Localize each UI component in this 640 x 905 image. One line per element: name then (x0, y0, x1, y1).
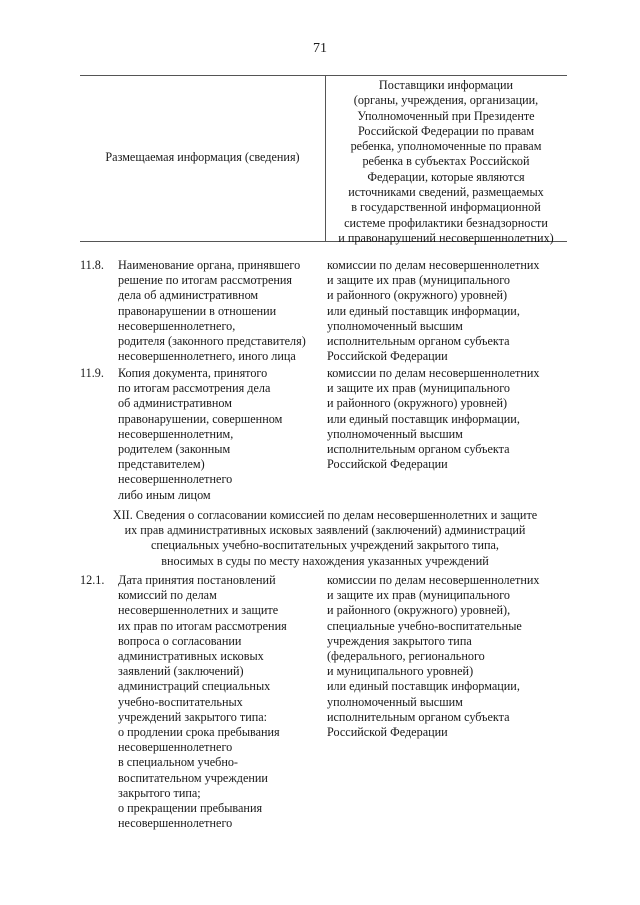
header-providers-line: (органы, учреждения, организации, (353, 93, 539, 108)
row-providers (327, 366, 567, 472)
row-info-line: о прекращении пребывания (118, 801, 263, 816)
row-provider-line: уполномоченный высшим (327, 318, 463, 333)
row-info-line: по итогам рассмотрения дела (118, 381, 271, 396)
header-providers-line: Уполномоченный при Президенте (357, 108, 535, 123)
row-info-line: дела об административном (118, 288, 259, 303)
row-provider-line: Российской Федерации (327, 349, 448, 364)
row-provider-line: Российской Федерации (327, 457, 448, 472)
row-provider-line: комиссии по делам несовершеннолетних (327, 258, 540, 272)
header-column-divider (325, 75, 326, 241)
row-providers (327, 573, 567, 740)
row-number: 12.1. (80, 573, 105, 587)
header-providers-line: Российской Федерации по правам (357, 123, 535, 138)
row-info-line: несовершеннолетнего (118, 740, 233, 755)
row-provider-line: или единый поставщик информации, (327, 411, 520, 426)
row-info-line: несовершеннолетнего (118, 816, 233, 831)
row-info (118, 366, 323, 503)
row-info-line: в специальном учебно- (118, 755, 238, 770)
row-provider-line: и районного (окружного) уровней), (327, 603, 511, 618)
row-provider-line: уполномоченный высшим (327, 694, 463, 709)
row-provider-line: комиссии по делам несовершеннолетних (327, 366, 540, 380)
section-heading-line: их прав административных исковых заявлений (заключений) администраций (124, 523, 526, 538)
row-number: 11.8. (80, 258, 104, 272)
row-info-line: администраций специальных (118, 679, 271, 694)
row-info-line: несовершеннолетних и защите (118, 603, 279, 618)
header-providers-line: системе профилактики безнадзорности (344, 215, 548, 230)
row-info-line: правонарушении в отношении (118, 303, 277, 318)
row-provider-line: и защите их прав (муниципального (327, 381, 511, 396)
row-info-line: закрытого типа; (118, 785, 201, 800)
header-providers-line: в государственной информационной (351, 200, 541, 215)
row-info-line: о продлении срока пребывания (118, 725, 280, 740)
row-info-line: решение по итогам рассмотрения (118, 273, 293, 288)
row-info-line: заявлений (заключений) (118, 664, 244, 679)
header-providers-line: источниками сведений, размещаемых (348, 185, 544, 200)
section-heading-line: специальных учебно-воспитательных учреждений закрытого типа, (151, 538, 499, 553)
row-info-line: их прав по итогам рассмотрения (118, 618, 287, 633)
row-info-line: административных исковых (118, 649, 264, 664)
row-provider-line: или единый поставщик информации, (327, 303, 520, 318)
row-info-line: несовершеннолетнего (118, 472, 233, 487)
row-provider-line: учреждения закрытого типа (327, 633, 472, 648)
row-info-line: комиссий по делам (118, 588, 217, 603)
row-provider-line: исполнительным органом субъекта (327, 709, 510, 724)
row-provider-line: комиссии по делам несовершеннолетних (327, 573, 540, 587)
row-provider-line: и муниципального уровней) (327, 664, 474, 679)
row-provider-line: и районного (окружного) уровней) (327, 396, 508, 411)
header-providers-column (330, 78, 562, 246)
row-info-line: родителя (законного представителя) (118, 334, 306, 349)
section-heading-line: XII. Сведения о согласовании комиссией по делам несовершеннолетних и защите (112, 508, 538, 522)
row-number: 11.9. (80, 366, 104, 380)
row-provider-line: исполнительным органом субъекта (327, 334, 510, 349)
header-providers-line: ребенка, уполномоченные по правам (350, 139, 542, 154)
row-provider-line: специальные учебно-воспитательные (327, 618, 522, 633)
row-info-line: родителем (законным (118, 442, 231, 457)
header-providers-line: Федерации, которые являются (367, 169, 525, 184)
row-provider-line: и защите их прав (муниципального (327, 273, 511, 288)
row-info-line: воспитательном учреждении (118, 770, 268, 785)
row-info-line: либо иным лицом (118, 487, 211, 502)
row-info-line: Копия документа, принятого (118, 366, 268, 380)
row-info-line: правонарушении, совершенном (118, 411, 283, 426)
row-info-line: учреждений закрытого типа: (118, 709, 268, 724)
row-info-line: Наименование органа, принявшего (118, 258, 301, 272)
header-providers-line: и правонарушений несовершеннолетних) (338, 230, 554, 245)
row-info-line: учебно-воспитательных (118, 694, 243, 709)
header-providers-line: Поставщики информации (378, 78, 514, 92)
header-providers-line: ребенка в субъектах Российской (362, 154, 530, 169)
row-info-line: несовершеннолетним, (118, 426, 234, 441)
row-provider-line: и защите их прав (муниципального (327, 588, 511, 603)
row-info-line: представителем) (118, 457, 205, 472)
row-provider-line: Российской Федерации (327, 725, 448, 740)
section-heading-line: вносимых в суды по месту нахождения указанных учреждений (161, 553, 489, 568)
row-info (118, 258, 323, 364)
row-info-line: несовершеннолетнего, иного лица (118, 349, 296, 364)
row-info-line: несовершеннолетнего, (118, 318, 236, 333)
row-info-line: Дата принятия постановлений (118, 573, 276, 587)
row-providers (327, 258, 567, 364)
row-provider-line: (федерального, регионального (327, 649, 485, 664)
row-info-line: вопроса о согласовании (118, 633, 242, 648)
header-info-column: Размещаемая информация (сведения) (105, 150, 300, 164)
row-provider-line: исполнительным органом субъекта (327, 442, 510, 457)
row-provider-line: или единый поставщик информации, (327, 679, 520, 694)
table-top-border (80, 75, 567, 76)
row-provider-line: и районного (окружного) уровней) (327, 288, 508, 303)
row-info (118, 573, 323, 831)
row-provider-line: уполномоченный высшим (327, 426, 463, 441)
row-info-line: об административном (118, 396, 233, 411)
section-xii-heading (90, 508, 560, 569)
page-number: 71 (313, 41, 327, 56)
